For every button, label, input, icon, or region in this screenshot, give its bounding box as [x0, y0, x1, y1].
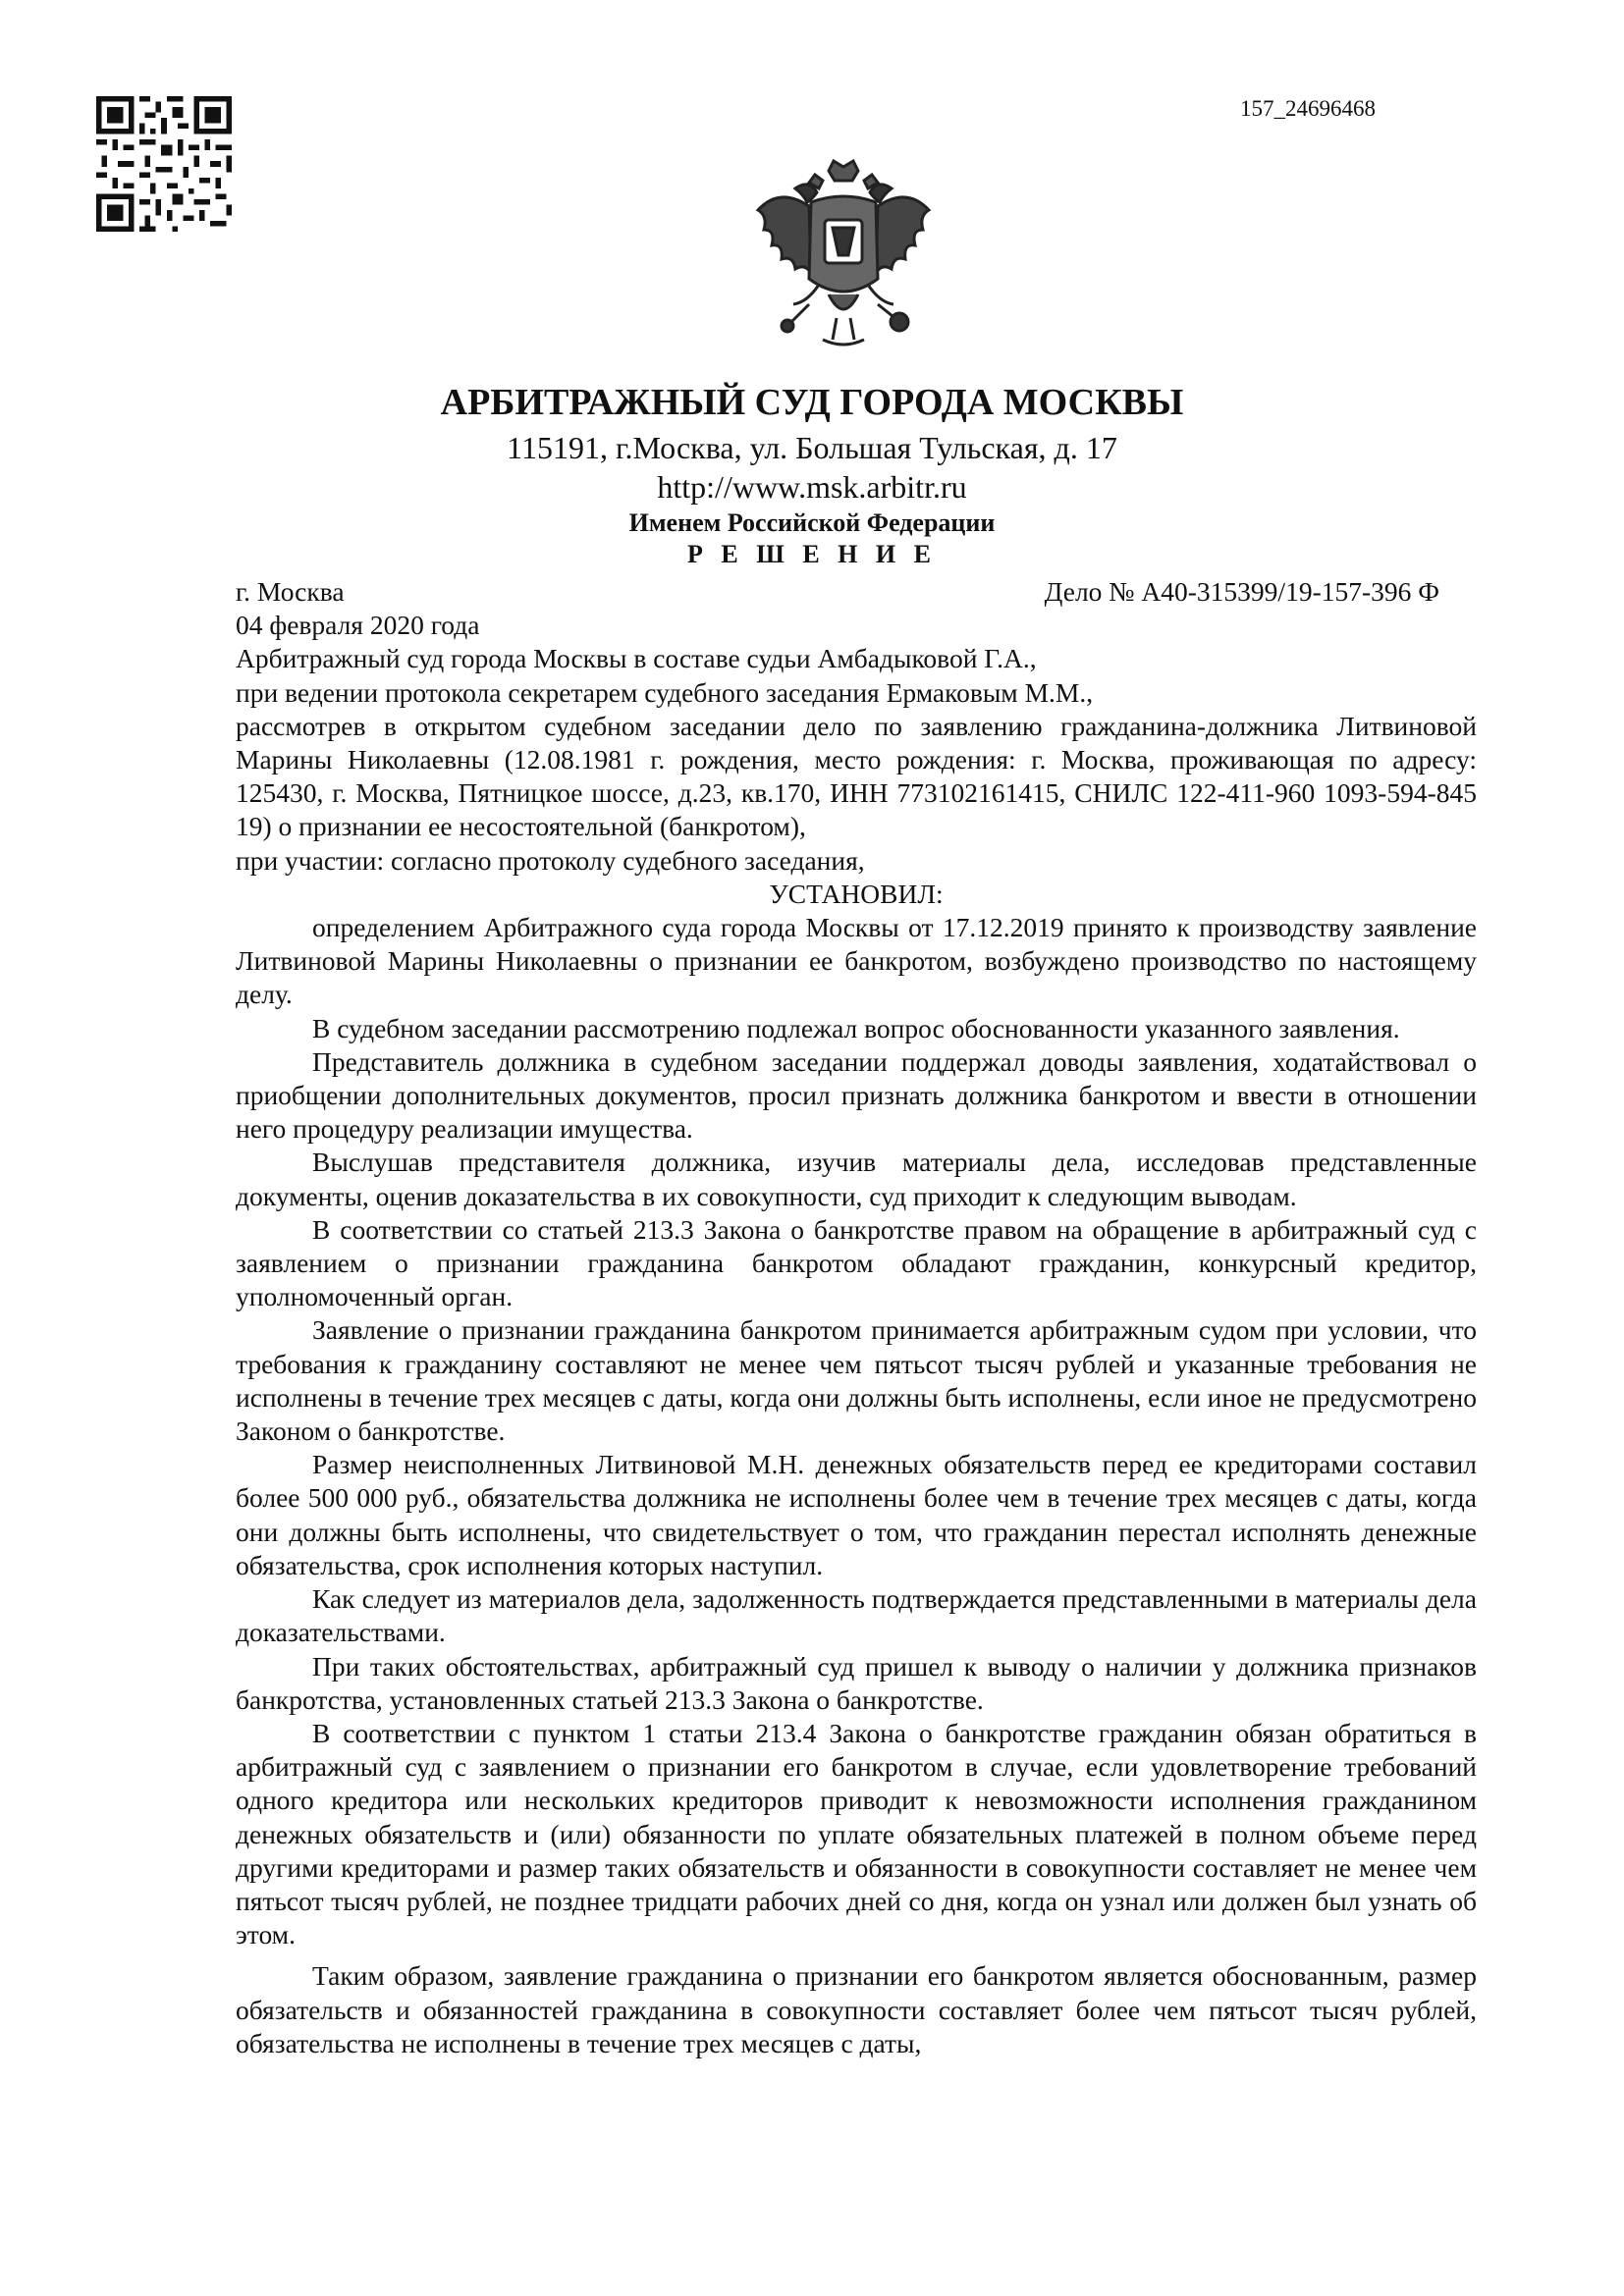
decision-heading: Р Е Ш Е Н И Е: [687, 540, 937, 568]
city: г. Москва: [236, 576, 345, 607]
decision-date: 04 февраля 2020 года: [236, 610, 480, 641]
body-paragraph: Представитель должника в судебном заседании поддержал доводы заявления, ходатайствовал о приобщении дополнительных документов, просил признать должника банкротом и ввести в отношении него процедуру реализации имущества.: [236, 1045, 1477, 1145]
city-case-row: [236, 575, 1477, 609]
intro-paragraph: Арбитражный суд города Москвы в составе судьи Амбадыковой Г.А.,: [236, 643, 1037, 674]
body-paragraph: В соответствии со статьей 213.3 Закона о банкротстве правом на обращение в арбитражный суд с заявлением о признании гражданина банкротом обладают гражданин, конкурсный кредитор, уполномоченный орган.: [236, 1213, 1477, 1312]
qr-code-icon: [96, 96, 232, 232]
intro-paragraph: рассмотрев в открытом судебном заседании дело по заявлению гражданина-должника Литвиновой Марины Николаевны (12.08.1981 г. рождения, место рождения: г. Москва, проживающая по адресу: 125430, г. Москва, Пятницкое шоссе, д.23, кв.170, ИНН 773102161415, СНИЛС 122-411-960 1093-594-845 19) о признании ее несостоятельной (банкротом),: [236, 710, 1477, 842]
court-website-link[interactable]: http://www.msk.arbitr.ru: [657, 469, 967, 505]
document-id: 157_24696468: [1240, 96, 1376, 121]
body-paragraph: В судебном заседании рассмотрению подлежал вопрос обоснованности указанного заявления.: [312, 1012, 1400, 1043]
body-paragraph: определением Арбитражного суда города Москвы от 17.12.2019 принято к производству заявление Литвиновой Марины Николаевны о признании ее банкротом, возбуждено производство по настоящему делу.: [236, 912, 1477, 1010]
body-paragraph: В соответствии с пунктом 1 статьи 213.4 Закона о банкротстве гражданин обязан обратиться в арбитражный суд с заявлением о признании его банкротом в случае, если удовлетворение требований одного кредитора или нескольких кредиторов приводит к невозможности исполнения гражданином денежных обязательств и (или) обязанности по уплате обязательных платежей в полном объеме перед другими кредиторами и размер таких обязательств и обязанности в совокупности составляет не менее чем пятьсот тысяч рублей, не позднее тридцати рабочих дней со дня, когда он узнал или должен был узнать об этом.: [236, 1717, 1477, 1950]
established-heading: УСТАНОВИЛ:: [769, 878, 944, 909]
body-paragraph: Выслушав представителя должника, изучив материалы дела, исследовав представленные документы, оценив доказательства в их совокупности, суд приходит к следующим выводам.: [236, 1147, 1477, 1211]
body-paragraph: Заявление о признании гражданина банкротом принимается арбитражным судом при условии, что требования к гражданину составляют не менее чем пятьсот тысяч рублей и указанные требования не исполнены в течение трех месяцев с даты, когда они должны быть исполнены, если иное не предусмотрено Законом о банкротстве.: [236, 1314, 1477, 1447]
document-body: [236, 575, 1477, 2060]
court-address: 115191, г.Москва, ул. Большая Тульская, д. 17: [507, 430, 1117, 465]
intro-paragraph: при ведении протокола секретарем судебного заседания Ермаковым М.М.,: [236, 676, 1094, 708]
russian-coat-of-arms-icon: [750, 157, 937, 349]
body-paragraph: Размер неисполненных Литвиновой М.Н. денежных обязательств перед ее кредиторами составил более 500 000 руб., обязательства должника не исполнены более чем в течение трех месяцев с даты, когда они должны быть исполнены, что свидетельствует о том, что гражданин перестал исполнять денежные обязательства, срок исполнения которых наступил.: [236, 1449, 1477, 1580]
in-the-name-heading: Именем Российской Федерации: [628, 508, 996, 537]
body-paragraph: Как следует из материалов дела, задолженность подтверждается представленными в материалы дела доказательствами.: [236, 1583, 1477, 1648]
body-paragraph: При таких обстоятельствах, арбитражный суд пришел к выводу о наличии у должника признаков банкротства, установленных статьей 213.3 Закона о банкротстве.: [236, 1650, 1477, 1715]
case-number: Дело № А40-315399/19-157-396 Ф: [1044, 576, 1439, 607]
intro-paragraph: при участии: согласно протоколу судебного заседания,: [236, 844, 865, 876]
court-title: АРБИТРАЖНЫЙ СУД ГОРОДА МОСКВЫ: [440, 382, 1184, 423]
body-paragraph: Таким образом, заявление гражданина о признании его банкротом является обоснованным, размер обязательств и обязанностей гражданина в совокупности составляет более чем пятьсот тысяч рублей, обязательства не исполнены в течение трех месяцев с даты,: [236, 1960, 1477, 2058]
